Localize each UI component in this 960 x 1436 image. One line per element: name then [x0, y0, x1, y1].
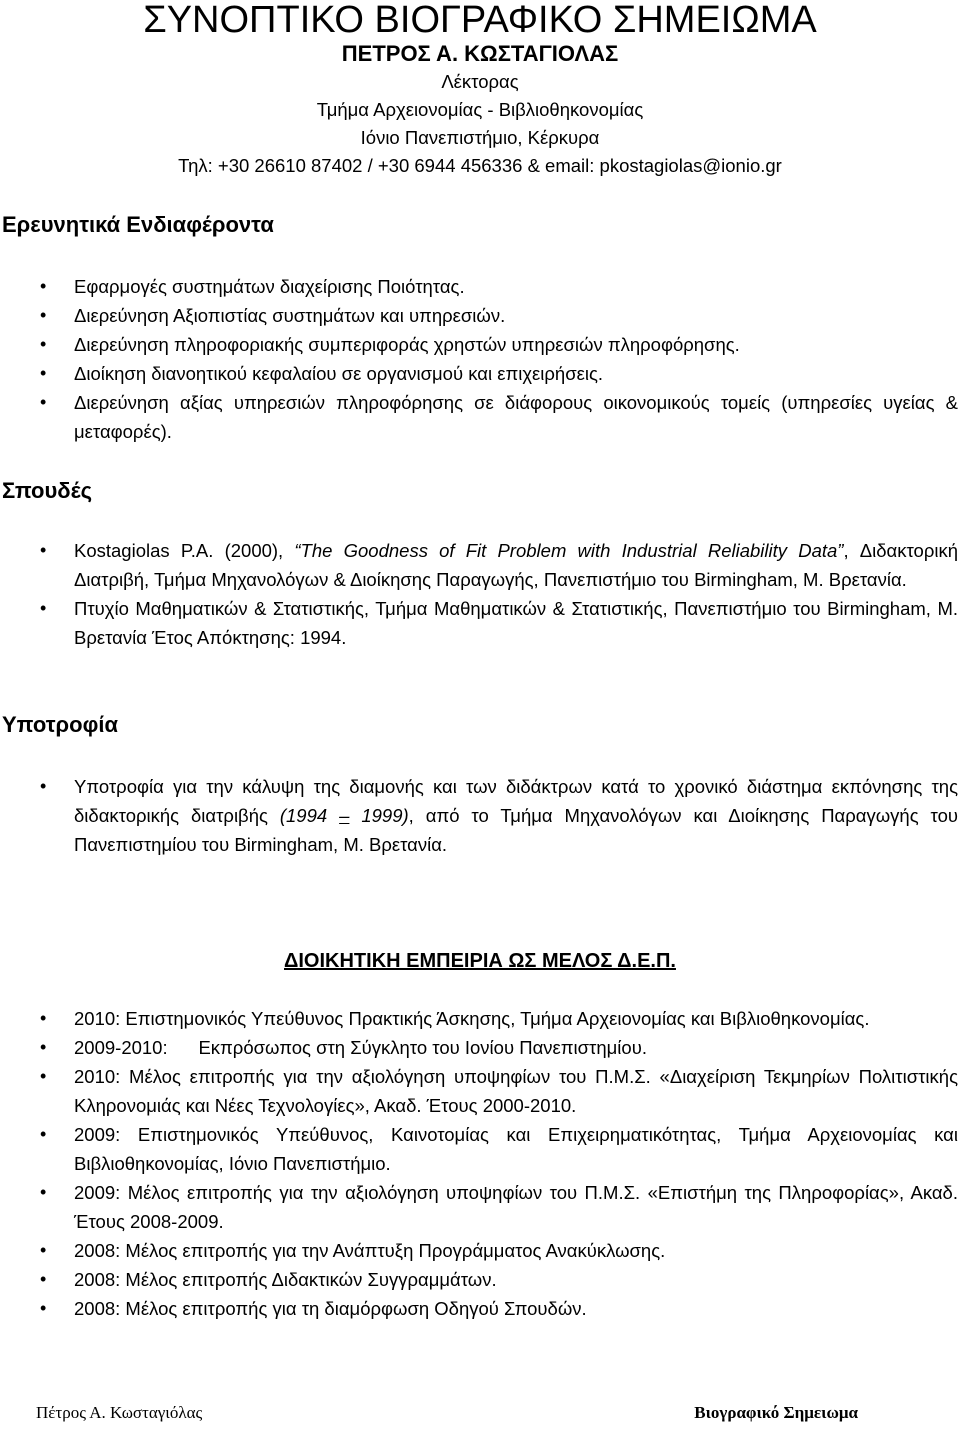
list-item: • Διερεύνηση Αξιοπιστίας συστημάτων και υπηρεσιών. [0, 301, 960, 330]
list-item: • 2008: Μέλος επιτροπής Διδακτικών Συγγραμμάτων. [0, 1265, 960, 1294]
phd-citation: Kostagiolas P.A. (2000), [74, 540, 295, 561]
scholarship-years [280, 805, 409, 826]
scholarship-text-end: , από το Τμήμα Μηχανολόγων και Διοίκησης Παραγωγής του Πανεπιστημίου του Birmingham, Μ. Βρετανία. [74, 805, 959, 855]
document-title: ΣΥΝΟΠΤΙΚΟ ΒΙΟΓΡΑΦΙΚΟ ΣΗΜΕΙΩΜΑ [143, 0, 817, 41]
research-heading: Ερευνητικά Ενδιαφέροντα [2, 212, 274, 237]
list-item: • Διερεύνηση πληροφοριακής συμπεριφοράς χρηστών υπηρεσιών πληροφόρησης. [0, 330, 960, 359]
phd-details: , Διδακτορική Διατριβή, Τμήμα Μηχανολόγων & Διοίκησης Παραγωγής, Πανεπιστήμιο του Birmingham, Μ. Βρετανία. [74, 540, 958, 590]
footer-doc-title: Βιογραφικό Σημειωμα [694, 1403, 858, 1422]
list-item: • Εφαρμογές συστημάτων διαχείρισης Ποιότητας. [0, 272, 960, 301]
person-university: Ιόνιο Πανεπιστήμιο, Κέρκυρα [360, 127, 600, 148]
scholarship-heading: Υποτροφία [2, 712, 118, 737]
scholarship-list [0, 772, 960, 859]
cv-header [0, 0, 960, 180]
list-item: • 2009-2010: Εκπρόσωπος στη Σύγκλητο του Ιονίου Πανεπιστημίου. [0, 1033, 960, 1062]
admin-heading: ΔΙΟΙΚΗΤΙΚΗ ΕΜΠΕΙΡΙΑ ΩΣ ΜΕΛΟΣ Δ.Ε.Π. [284, 950, 676, 972]
studies-heading: Σπουδές [2, 478, 93, 503]
list-item: • 2008: Μέλος επιτροπής για τη διαμόρφωση Οδηγού Σπουδών. [0, 1294, 960, 1323]
scholarship-year-dash: – [339, 805, 350, 826]
scholarship-year-end: 1999) [361, 805, 409, 826]
research-list [0, 272, 960, 446]
list-item: • Διοίκηση διανοητικού κεφαλαίου σε οργανισμού και επιχειρήσεις. [0, 359, 960, 388]
list-item-degree: • Πτυχίο Μαθηματικών & Στατιστικής, Τμήμα Μαθηματικών & Στατιστικής, Πανεπιστήμιο του Birmingham, Μ. Βρετανία Έτος Απόκτησης: 1994. [0, 594, 960, 652]
list-item: • 2009: Μέλος επιτροπής για την αξιολόγηση υποψηφίων του Π.Μ.Σ. «Επιστήμη της Πληροφορίας», Ακαδ. Έτους 2008-2009. [0, 1178, 960, 1236]
scholarship-text: Υποτροφία για την κάλυψη της διαμονής και των διδάκτρων κατά το χρονικό διάστημα εκπόνησης της διδακτορικής διατριβής [74, 776, 958, 826]
footer-author: Πέτρος Α. Κωσταγιόλας [36, 1403, 203, 1422]
person-department: Τμήμα Αρχειονομίας - Βιβλιοθηκονομίας [316, 99, 644, 120]
person-position: Λέκτορας [441, 71, 519, 92]
list-item-scholarship [0, 772, 960, 859]
list-item: • 2010: Μέλος επιτροπής για την αξιολόγηση υποψηφίων του Π.Μ.Σ. «Διαχείριση Τεκμηρίων Πολιτιστικής Κληρονομιάς και Νέες Τεχνολογίες», Ακαδ. Έτους 2000-2010. [0, 1062, 960, 1120]
admin-list [0, 1004, 960, 1323]
list-item: • 2010: Επιστημονικός Υπεύθυνος Πρακτικής Άσκησης, Τμήμα Αρχειονομίας και Βιβλιοθηκονομίας. [0, 1004, 960, 1033]
list-item: • Διερεύνηση αξίας υπηρεσιών πληροφόρησης σε διάφορους οικονομικούς τομείς (υπηρεσίες υγείας & μεταφορές). [0, 388, 960, 446]
person-contact: Τηλ: +30 26610 87402 / +30 6944 456336 & email: pkostagiolas@ionio.gr [178, 155, 782, 176]
list-item: • 2008: Μέλος επιτροπής για την Ανάπτυξη Προγράμματος Ανακύκλωσης. [0, 1236, 960, 1265]
list-item: • 2009: Επιστημονικός Υπεύθυνος, Καινοτομίας και Επιχειρηματικότητας, Τμήμα Αρχειονομίας και Βιβλιοθηκονομίας, Ιόνιο Πανεπιστήμιο. [0, 1120, 960, 1178]
list-item-phd [0, 536, 960, 594]
phd-thesis-title: “The Goodness of Fit Problem with Industrial Reliability Data” [294, 540, 844, 561]
person-name: ΠΕΤΡΟΣ Α. ΚΩΣΤΑΓΙΟΛΑΣ [341, 41, 619, 66]
scholarship-year-start: (1994 [279, 805, 328, 826]
studies-list [0, 536, 960, 652]
